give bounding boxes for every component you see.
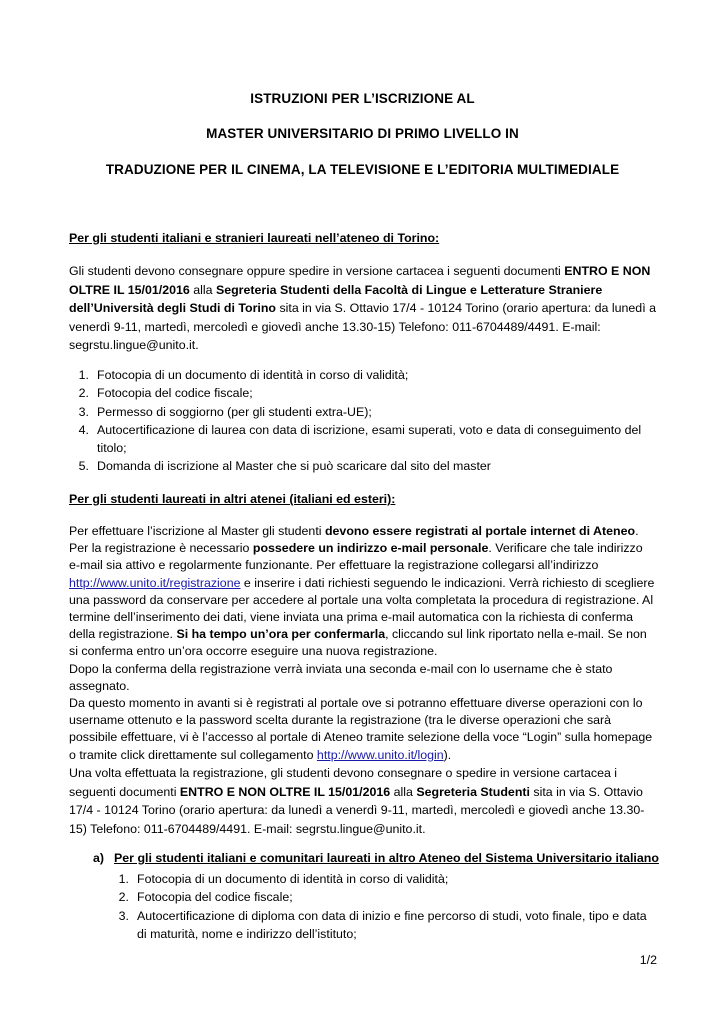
list-item-text: Autocertificazione di laurea con data di iscrizione, esami superati, voto e data di conseguimento del titolo; (97, 422, 642, 456)
s2-p4-text: alla (390, 784, 417, 799)
list-item (69, 457, 659, 475)
list-item-number: 4. (78, 422, 89, 437)
subsection-a-document-list (109, 870, 659, 943)
list-item (69, 403, 659, 421)
s2-p1-text: , cliccando sul link riportato nella e-mail. Se non si conferma entro un’ora occorre eseguire una nuova registrazione. (69, 627, 647, 659)
list-item (69, 421, 659, 458)
list-item (69, 366, 659, 384)
registration-link[interactable]: http://www.unito.it/registrazione (69, 575, 241, 590)
s2-p1-text: . Per la registrazione è necessario (69, 524, 639, 556)
s2-deadline: ENTRO E NON OLTRE IL 15/01/2016 (179, 784, 391, 799)
list-item-text: Fotocopia di un documento di identità in corso di validità; (137, 872, 449, 886)
subsection-a-heading (93, 851, 659, 865)
s1-p1-mid: alla (189, 282, 216, 297)
list-item-text: Domanda di iscrizione al Master che si può scaricare dal sito del master (97, 459, 491, 474)
list-item (109, 870, 659, 888)
section2-paragraph (69, 523, 657, 764)
subsection-letter: a) (93, 851, 105, 865)
list-item-text: Autocertificazione di diploma con data di inizio e fine percorso di studi, voto finale, tipo e data di maturità, nome e indirizzo dell’istituto; (137, 908, 647, 941)
subsection-title: Per gli studenti italiani e comunitari laureati in altro Ateneo del Sistema Universitario italiano (114, 851, 659, 865)
s2-p2-text: Dopo la conferma della registrazione verrà inviata una seconda e-mail con lo username che è stato assegnato. (69, 661, 613, 693)
s2-p3-text: Da questo momento in avanti si è registrati al portale ove si potranno effettuare diverse operazioni con lo username ottenuto e la password scelta durante la registrazione (tra le diverse operazioni che sarà possibile effettuare, vi è l’accesso al portale di Ateneo tramite selezione della voce “Login” sulla homepage o tramite click direttamente sul collegamento (69, 696, 653, 762)
list-item-number: 3. (78, 404, 89, 419)
s1-p1-text: Gli studenti devono consegnare oppure spedire in versione cartacea i seguenti documenti (69, 264, 565, 278)
list-item-text: Permesso di soggiorno (per gli studenti extra-UE); (97, 404, 372, 419)
s2-p4-text: sita in via S. Ottavio 17/4 - 10124 Torino (orario apertura: da lunedì a venerdì 9-11, martedì, mercoledì e giovedì anche 13.30-15) Telefono: 011-6704489/4491. E-mail: segrstu.lingue@unito.it. (69, 784, 645, 836)
title-line-3: TRADUZIONE PER IL CINEMA, LA TELEVISIONE E L’EDITORIA MULTIMEDIALE (105, 162, 620, 177)
s2-office: Segreteria Studenti (416, 784, 530, 799)
list-item-number: 1. (78, 368, 89, 382)
section1-paragraph (69, 262, 657, 355)
list-item-number: 5. (78, 459, 89, 474)
s2-p1-bold-confirm: Si ha tempo un’ora per confermarla (176, 627, 386, 642)
s2-p3-text: ). (443, 747, 452, 762)
s1-office: Segreteria Studenti della Facoltà di Lingue e Letterature Straniere dell’Università degli Studi di Torino (69, 282, 603, 315)
s1-p1-end: sita in via S. Ottavio 17/4 - 10124 Torino (orario apertura: da lunedì a venerdì 9-11, martedì, mercoledì e giovedì anche 13.30-15) Telefono: 011-6704489/4491. E-mail: segrstu.lingue@unito.it. (69, 301, 656, 352)
title-line-1: ISTRUZIONI PER L’ISCRIZIONE AL (250, 91, 475, 106)
list-item (69, 384, 659, 402)
list-item (109, 888, 659, 906)
title-line-2: MASTER UNIVERSITARIO DI PRIMO LIVELLO IN (206, 126, 519, 141)
login-link[interactable]: http://www.unito.it/login (316, 747, 444, 762)
list-item-number: 2. (78, 386, 89, 401)
s2-p1-text: e inserire i dati richiesti seguendo le indicazioni. Verrà richiesto di scegliere una password da conservare per accedere al portale una volta completata la procedura di registrazione. Al termine dell’inserimento dei dati, viene inviata una prima e-mail automatica con la richiesta di conferma della registrazione. (69, 575, 655, 642)
list-item-text: Fotocopia di un documento di identità in corso di validità; (97, 368, 409, 382)
s2-p4-text: Una volta effettuata la registrazione, gli studenti devono consegnare o spedire in versione cartacea i seguenti documenti (69, 766, 618, 799)
list-item-text: Fotocopia del codice fiscale; (137, 890, 293, 905)
section2-delivery-paragraph (69, 764, 657, 838)
section1-document-list (69, 366, 659, 476)
s2-p1-bold-registered: devono essere registrati al portale internet di Ateneo (324, 524, 636, 538)
list-item (109, 907, 659, 944)
section1-heading: Per gli studenti italiani e stranieri laureati nell’ateneo di Torino: (69, 231, 440, 245)
s1-deadline: ENTRO E NON OLTRE IL 15/01/2016 (69, 264, 651, 297)
s2-p1-text: . Verificare che tale indirizzo e-mail sia attivo e regolarmente funzionante. Per effettuare la registrazione collegarsi all’indirizzo (69, 541, 643, 573)
list-item-number: 2. (118, 890, 129, 905)
s2-p1-text: Per effettuare l’iscrizione al Master gli studenti (69, 524, 325, 538)
s2-p1-bold-email: possedere un indirizzo e-mail personale (252, 541, 489, 556)
page-number: 1/2 (639, 953, 657, 967)
section2-heading: Per gli studenti laureati in altri atenei (italiani ed esteri): (69, 492, 396, 506)
list-item-text: Fotocopia del codice fiscale; (97, 386, 253, 401)
list-item-number: 3. (118, 908, 129, 923)
list-item-number: 1. (118, 872, 129, 886)
